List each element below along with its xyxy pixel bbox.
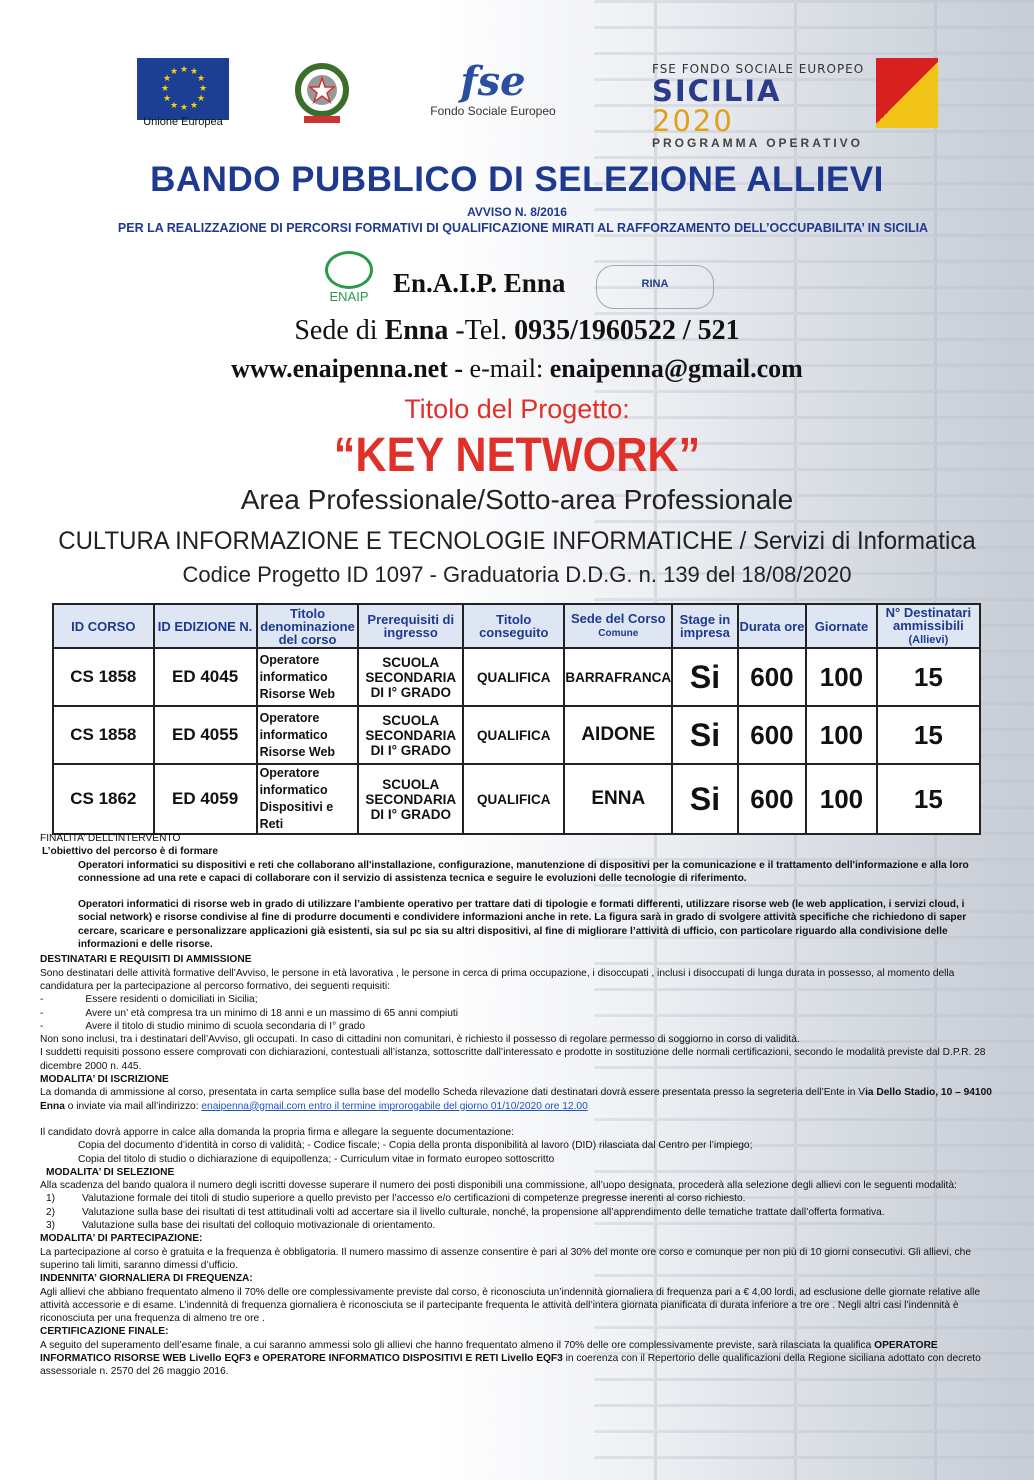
- enaip-swirl-icon: [325, 251, 373, 289]
- destinatari-paragraph-1: Sono destinatari delle attività formative dell’Avviso, le persone in età lavorativa , le persone in cerca di prima occupazione, i disoccupati , inclusi i disoccupati di lunga durata in possesso, al momento della candidatura per la partecipazione al percorso formativo, dei seguenti requisiti:: [40, 967, 955, 992]
- indennita-paragraph: Agli allievi che abbiano frequentato almeno il 70% delle ore complessivamente previste dal corso, è riconosciuta un’indennità giornaliera di frequenza pari a € 4,00 lordi, ad esclusione delle giornate relative alle attività accessorie e di esame. L’indennità di frequenza giornaliera è riconosciuta se il partecipante frequenta le attività dell’intera giornata pianificata di durata inferiore a tre ore . Negli altri casi l’indennità è riconosciuta per una frequenza di almeno tre ore .: [40, 1286, 981, 1325]
- svg-text:★: ★: [180, 102, 189, 112]
- destinatari-item: - Avere il titolo di studio minimo di scuola secondaria di I° grado: [40, 1020, 366, 1032]
- iscrizione-heading: MODALITA’ DI ISCRIZIONE: [40, 1074, 169, 1086]
- iscrizione-city: Enna: [40, 1100, 65, 1112]
- cell-sede: ENNA: [564, 764, 672, 834]
- selezione-item-number: 3): [46, 1220, 56, 1232]
- th-giornate: Giornate: [806, 604, 877, 648]
- fse-logo: [418, 60, 568, 130]
- bando-body: [40, 832, 995, 1379]
- selezione-item-number: 1): [46, 1193, 56, 1205]
- certificazione-qualifica: OPERATORE INFORMATICO RISORSE WEB Livello EQF3 e OPERATORE INFORMATICO DISPOSITIVI E RETI Livello EQF3: [40, 1339, 938, 1364]
- cell-giornate: 100: [806, 764, 877, 834]
- cell-stage: Si: [672, 648, 738, 706]
- sicilia-name: [652, 76, 872, 136]
- th-titolo: Titolo denominazione del corso: [257, 604, 359, 648]
- cell-stage: Si: [672, 706, 738, 764]
- indennita-heading: INDENNITA’ GIORNALIERA DI FREQUENZA:: [40, 1273, 253, 1285]
- iscrizione-address: ia Dello Stadio, 10 – 94100: [865, 1087, 992, 1099]
- logo-bar: [0, 52, 1034, 150]
- finalita-paragraph-2: Operatori informatici di risorse web in grado di utilizzare l’ambiente operativo per trattare dati di tipologie e formati differenti, utilizzare risorse web (le web application, i servizi cloud, i social network) e risorse condivise al fine di produrre documenti e condividere informazioni anche in rete. La figura sarà in grado di svolgere attività specifiche che richiedono di saper cercare, scaricare e personalizzare applicazioni già esistenti, sia sul pc sia su altri dispositivi, al fine di migliorare l’attività di ufficio, con particolare riguardo alla condivisione delle informazioni e delle risorse.: [78, 899, 967, 951]
- fse-caption: Fondo Sociale Europeo: [430, 104, 556, 118]
- destinatari-item-text: Essere residenti o domiciliati in Sicilia;: [85, 994, 258, 1006]
- finalita-paragraph-1: Operatori informatici su dispositivi e reti che collaborano all'installazione, configurazione, manutenzione di dispositivi per la comunicazione e il trattamento dell'informazione e alla loro connessione ad una rete e capaci di collaborare con il servizio di assistenza tecnica e seguire le evoluzioni delle tecnologie di riferimento.: [78, 859, 969, 884]
- cell-prereq: SCUOLA SECONDARIA DI I° GRADO: [358, 706, 463, 764]
- project-title-label: Titolo del Progetto:: [404, 394, 630, 424]
- trinacria-flag-icon: [876, 58, 938, 128]
- destinatari-item: - Avere un’ età compresa tra un minimo di 18 anni e un massimo di 65 anni compiuti: [40, 1007, 459, 1019]
- iscrizione-paragraph-1: [40, 1086, 995, 1113]
- cell-titolo: Operatore informatico Risorse Web: [257, 706, 359, 764]
- sede-city: Enna: [384, 315, 449, 346]
- avviso-number: AVVISO N. 8/2016: [467, 205, 567, 219]
- email-label: e-mail:: [469, 354, 550, 383]
- area-label: Area Professionale/Sotto-area Professionale: [240, 484, 794, 515]
- svg-text:★: ★: [161, 83, 170, 93]
- cell-prereq: SCUOLA SECONDARIA DI I° GRADO: [358, 764, 463, 834]
- certificazione-text-c: in coerenza con il Repertorio delle qualificazioni della Regione siciliana adottato con decreto assessoriale n. 2570 del 26 maggio 2016.: [40, 1352, 981, 1378]
- selezione-paragraph-1: Alla scadenza del bando qualora il numero degli iscritti dovesse superare il numero dei posti disponibili una commissione, all’uopo designata, procederà alla selezione degli allievi con le seguenti modalità:: [40, 1180, 957, 1192]
- svg-text:★: ★: [170, 66, 179, 76]
- th-sede-sub: Comune: [598, 628, 639, 639]
- cell-titolo: Operatore informatico Dispositivi e Reti: [257, 764, 359, 834]
- svg-text:★: ★: [197, 73, 206, 83]
- th-destinatari-sub: (Allievi): [908, 633, 949, 646]
- th-sede: [564, 604, 672, 648]
- email-link[interactable]: enaipenna@gmail.com: [549, 354, 803, 383]
- contact-line: [0, 354, 1034, 384]
- table-header-row: [53, 604, 980, 648]
- eu-flag-icon: [137, 58, 229, 120]
- sicilia-2020-logo: [652, 62, 872, 150]
- cell-edizione: ED 4055: [154, 706, 257, 764]
- iscrizione-paragraph-2: Il candidato dovrà apporre in calce alla domanda la propria firma e allegare la seguente documentazione:: [40, 1126, 515, 1138]
- destinatari-item-text: Avere il titolo di studio minimo di scuola secondaria di I° grado: [85, 1020, 366, 1032]
- cell-destinatari: 15: [877, 764, 980, 834]
- selezione-item-text: Valutazione formale dei titoli di studio superiore a quello previsto per l’accesso e/o certificazioni di competenze pregresse inerenti al corso richiesto.: [82, 1193, 746, 1205]
- italian-republic-emblem-icon: [290, 58, 354, 128]
- svg-text:★: ★: [163, 73, 172, 83]
- selezione-item-text: Valutazione sulla base dei risultati di test attitudinali volti ad accertare sia il livello culturale, nonché, la propensione all’apprendimento delle tematiche trattate dall’offerta formativa.: [82, 1206, 885, 1218]
- selezione-heading: MODALITA’ DI SELEZIONE: [46, 1166, 175, 1178]
- cell-conseguito: QUALIFICA: [463, 648, 564, 706]
- sicilia-bottom-line: PROGRAMMA OPERATIVO: [652, 136, 864, 150]
- cell-corso: CS 1862: [53, 764, 154, 834]
- enaip-logo: [316, 251, 382, 309]
- sicilia-year: 2020: [652, 104, 734, 138]
- partecipazione-heading: MODALITA’ DI PARTECIPAZIONE:: [40, 1233, 203, 1245]
- svg-text:★: ★: [190, 100, 199, 110]
- selezione-item-text: Valutazione sulla base dei risultati del colloquio motivazionale di orientamento.: [82, 1220, 436, 1232]
- th-prerequisiti: Prerequisiti di ingresso: [358, 604, 463, 648]
- cell-giornate: 100: [806, 706, 877, 764]
- table-row: [53, 764, 980, 834]
- finalita-intro: L’obiettivo del percorso è di formare: [42, 846, 219, 858]
- th-id-edizione: ID EDIZIONE N.: [154, 604, 257, 648]
- cell-durata: 600: [738, 706, 806, 764]
- cell-sede: BARRAFRANCA: [564, 648, 672, 706]
- svg-text:★: ★: [199, 83, 208, 93]
- selezione-item: [40, 1206, 995, 1219]
- destinatari-item-text: Avere un’ età compresa tra un minimo di 18 anni e un massimo di 65 anni compiuti: [85, 1007, 459, 1019]
- destinatari-paragraph-3: I suddetti requisiti possono essere comprovati con dichiarazioni, contestuali all’istanza, sottoscritte dall’interessato e prodotte in sostituzione delle normali certificazioni, secondo le modalità previste dal D.P.R. 28 dicembre 2000 n. 445.: [40, 1047, 986, 1072]
- cell-edizione: ED 4059: [154, 764, 257, 834]
- contact-separator: -: [447, 354, 470, 383]
- eu-caption: Unione Europea: [143, 116, 223, 128]
- cell-destinatari: 15: [877, 706, 980, 764]
- cell-conseguito: QUALIFICA: [463, 706, 564, 764]
- rina-certification-badge: [596, 265, 714, 309]
- website-link[interactable]: www.enaipenna.net: [231, 354, 448, 383]
- selezione-item-number: 2): [46, 1206, 56, 1218]
- selezione-item: [40, 1219, 995, 1232]
- cell-giornate: 100: [806, 648, 877, 706]
- destinatari-item: - Essere residenti o domiciliati in Sicilia;: [40, 994, 258, 1006]
- th-destinatari: [877, 604, 980, 648]
- tel-label: -Tel.: [448, 315, 515, 346]
- table-row: [53, 648, 980, 706]
- th-stage: Stage in impresa: [672, 604, 738, 648]
- cell-prereq: SCUOLA SECONDARIA DI I° GRADO: [358, 648, 463, 706]
- cell-conseguito: QUALIFICA: [463, 764, 564, 834]
- page-subtitle: PER LA REALIZZAZIONE DI PERCORSI FORMATIVI DI QUALIFICAZIONE MIRATI AL RAFFORZAMENTO DELL’OCCUPABILITA’ IN SICILIA: [117, 221, 929, 235]
- cell-durata: 600: [738, 764, 806, 834]
- courses-table: [52, 603, 981, 835]
- sede-label: Sede di: [294, 315, 385, 346]
- th-destinatari-label: N° Destinatari ammissibili: [885, 604, 972, 633]
- destinatari-heading: DESTINATARI E REQUISITI DI AMMISSIONE: [40, 954, 252, 966]
- certificazione-paragraph: [40, 1339, 995, 1379]
- iscrizione-text-d: o inviate via mail all’indirizzo:: [64, 1100, 202, 1112]
- rina-label: RINA: [641, 278, 669, 290]
- certificazione-heading: CERTIFICAZIONE FINALE:: [40, 1326, 169, 1338]
- iscrizione-email-link[interactable]: enaipenna@gmail.com entro il termine improrogabile del giorno 01/10/2020 ore 12.00: [201, 1100, 588, 1112]
- iscrizione-doc-1: Copia del documento d’identità in corso di validità; - Codice fiscale; - Copia della pronta disponibilità al lavoro (DID) rilasciata dal Centro per l’impiego;: [78, 1140, 753, 1152]
- destinatari-paragraph-2: Non sono inclusi, tra i destinatari dell’Avviso, gli occupati. In caso di cittadini non comunitari, è richiesto il possesso di regolare permesso di soggiorno in corso di validità.: [40, 1034, 800, 1046]
- page-title: BANDO PUBBLICO DI SELEZIONE ALLIEVI: [150, 160, 884, 199]
- cell-corso: CS 1858: [53, 648, 154, 706]
- table-row: [53, 706, 980, 764]
- selezione-item: [40, 1192, 995, 1205]
- partecipazione-paragraph: La partecipazione al corso è gratuita e la frequenza è obbligatoria. Il numero massimo di assenze consentire è pari al 30% del monte ore corso e comunque per non più di 10 giorni consecutivi. Gli allievi, che superino tali limiti, saranno dimessi d’ufficio.: [40, 1246, 971, 1271]
- project-name: “KEY NETWORK”: [333, 429, 701, 482]
- certificazione-text-a: A seguito del superamento dell’esame finale, a cui saranno ammessi solo gli allievi che hanno frequentato almeno il 70% delle ore complessivamente previste, sarà rilasciata la qualifica: [40, 1339, 875, 1351]
- iscrizione-doc-2: Copia del titolo di studio o dichiarazione di equipollenza; - Curriculum vitae in formato europeo sottoscritto: [78, 1153, 555, 1165]
- svg-text:★: ★: [197, 93, 206, 103]
- iscrizione-text-a: La domanda di ammissione al corso, presentata in carta semplice sulla base del modello Scheda rilevazione dati destinatari dovrà essere presentata presso la segreteria dell’Ente in V: [40, 1087, 866, 1099]
- project-code: Codice Progetto ID 1097 - Graduatoria D.D.G. n. 139 del 18/08/2020: [182, 562, 852, 587]
- th-durata: Durata ore: [738, 604, 806, 648]
- svg-text:★: ★: [190, 66, 199, 76]
- sede-line: [0, 315, 1034, 347]
- cell-destinatari: 15: [877, 648, 980, 706]
- th-titolo-conseguito: Titolo conseguito: [463, 604, 564, 648]
- sicilia-top-line: FSE FONDO SOCIALE EUROPEO: [652, 62, 865, 76]
- cell-corso: CS 1858: [53, 706, 154, 764]
- fse-mark: fse: [460, 58, 526, 105]
- cell-titolo: Operatore informatico Risorse Web: [257, 648, 359, 706]
- enaip-logo-text: ENAIP: [329, 289, 369, 304]
- svg-text:★: ★: [163, 93, 172, 103]
- finalita-heading: FINALITA’ DELL’INTERVENTO: [40, 833, 181, 844]
- svg-text:★: ★: [180, 64, 189, 74]
- cell-stage: Si: [672, 764, 738, 834]
- sicilia-word: SICILIA: [652, 74, 782, 108]
- cell-durata: 600: [738, 648, 806, 706]
- area-value: CULTURA INFORMAZIONE E TECNOLOGIE INFORMATICHE / Servizi di Informatica: [58, 527, 976, 555]
- th-id-corso: ID CORSO: [53, 604, 154, 648]
- org-name: En.A.I.P. Enna: [393, 268, 566, 298]
- phone-number: 0935/1960522 / 521: [514, 315, 740, 346]
- cell-edizione: ED 4045: [154, 648, 257, 706]
- svg-text:★: ★: [170, 100, 179, 110]
- th-sede-label: Sede del Corso: [570, 611, 666, 626]
- cell-sede: AIDONE: [564, 706, 672, 764]
